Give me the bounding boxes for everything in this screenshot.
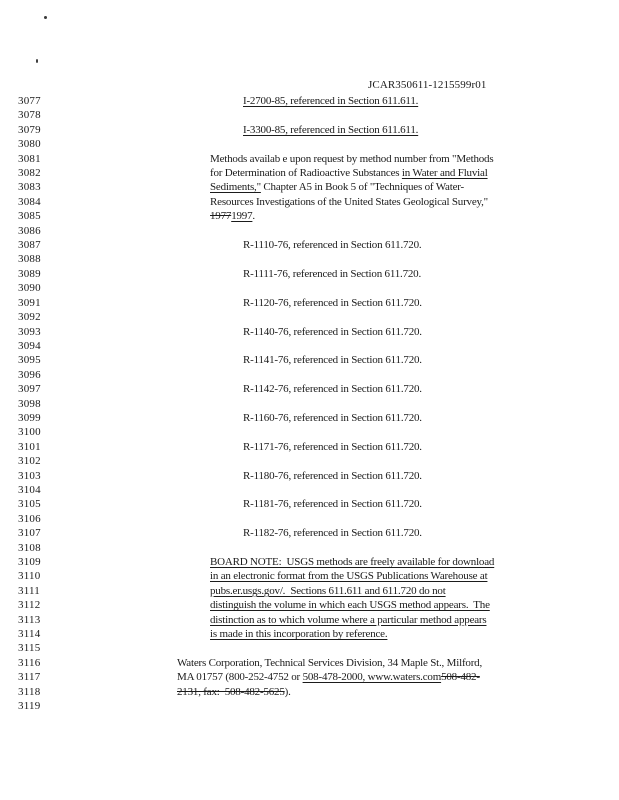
line-number: 3087 bbox=[18, 239, 41, 252]
line-number: 3111 bbox=[18, 584, 40, 597]
line-number: 3109 bbox=[18, 556, 41, 568]
line-number: 3101 bbox=[18, 440, 41, 453]
document-line bbox=[0, 238, 619, 252]
text-segment-plain: for Determination of Radioactive Substances bbox=[210, 167, 402, 180]
line-text bbox=[210, 584, 446, 598]
document-line bbox=[0, 94, 619, 108]
document-line bbox=[0, 497, 619, 511]
line-number: 3088 bbox=[18, 253, 41, 266]
document-line bbox=[0, 325, 619, 339]
document-line bbox=[0, 656, 619, 670]
text-segment-underline: in an electronic format from the USGS Publications Warehouse at bbox=[210, 570, 488, 583]
document-line bbox=[0, 555, 619, 569]
line-text bbox=[177, 656, 482, 670]
line-text bbox=[243, 296, 422, 310]
scan-artifact bbox=[44, 16, 47, 19]
line-number: 3118 bbox=[18, 685, 41, 698]
document-line bbox=[0, 310, 619, 324]
line-text bbox=[210, 152, 493, 166]
text-segment-plain: Resources Investigations of the United States Geological Survey," bbox=[210, 195, 488, 208]
text-segment-underline: Sediments," bbox=[210, 181, 261, 194]
document-line bbox=[0, 483, 619, 497]
text-segment-strike: 508-482- bbox=[441, 671, 480, 684]
line-text bbox=[210, 555, 494, 569]
text-segment-plain: R-1181-76, referenced in Section 611.720. bbox=[243, 498, 422, 511]
document-line bbox=[0, 699, 619, 713]
document-line bbox=[0, 541, 619, 555]
line-number: 3098 bbox=[18, 397, 41, 410]
document-line bbox=[0, 526, 619, 540]
line-text bbox=[243, 497, 422, 511]
line-number: 3107 bbox=[18, 527, 41, 540]
line-number: 3081 bbox=[18, 152, 41, 165]
document-line bbox=[0, 137, 619, 151]
text-segment-plain: R-1180-76, referenced in Section 611.720. bbox=[243, 469, 422, 482]
line-text bbox=[210, 180, 464, 194]
line-number: 3079 bbox=[18, 123, 41, 136]
text-segment-plain: R-1140-76, referenced in Section 611.720. bbox=[243, 325, 422, 338]
document-line bbox=[0, 339, 619, 353]
line-text bbox=[210, 209, 255, 223]
document-line bbox=[0, 440, 619, 454]
text-segment-underline: in Water and Fluvial bbox=[401, 167, 488, 180]
document-id-header: JCAR350611-1215599r01 bbox=[368, 79, 487, 91]
text-segment-plain: R-1110-76, referenced in Section 611.720. bbox=[243, 239, 422, 252]
text-segment-plain: Chapter A5 in Book 5 of "Techniques of Water- bbox=[260, 181, 464, 194]
line-text bbox=[243, 94, 418, 108]
line-text bbox=[210, 627, 387, 641]
line-text bbox=[243, 238, 421, 252]
text-segment-underline: distinguish the volume in which each USGS method appears. The bbox=[210, 599, 490, 612]
text-segment-plain: R-1182-76, referenced in Section 611.720. bbox=[243, 527, 422, 540]
line-number: 3091 bbox=[18, 296, 41, 309]
document-line bbox=[0, 382, 619, 396]
document-line bbox=[0, 368, 619, 382]
line-number: 3094 bbox=[18, 339, 41, 352]
document-line bbox=[0, 670, 619, 684]
document-line bbox=[0, 166, 619, 180]
document-line bbox=[0, 512, 619, 526]
document-line bbox=[0, 123, 619, 137]
text-segment-strike: 2131, fax: 508-482-5625 bbox=[177, 685, 285, 698]
line-text bbox=[210, 195, 488, 209]
text-segment-underline: I-3300-85, referenced in Section 611.611. bbox=[243, 123, 419, 136]
line-number: 3099 bbox=[18, 411, 41, 424]
document-line bbox=[0, 569, 619, 583]
document-line bbox=[0, 152, 619, 166]
line-number: 3082 bbox=[18, 167, 41, 180]
document-line bbox=[0, 411, 619, 425]
line-text bbox=[210, 598, 490, 612]
document-line bbox=[0, 224, 619, 238]
line-text bbox=[177, 670, 480, 684]
line-number: 3119 bbox=[18, 700, 41, 713]
line-number: 3086 bbox=[18, 224, 41, 237]
document-line bbox=[0, 627, 619, 641]
document-line bbox=[0, 469, 619, 483]
document-line bbox=[0, 296, 619, 310]
line-number: 3112 bbox=[18, 599, 41, 612]
text-segment-underline: 1997 bbox=[231, 210, 253, 223]
line-number: 3105 bbox=[18, 498, 41, 511]
line-number: 3093 bbox=[18, 325, 41, 338]
document-line bbox=[0, 180, 619, 194]
document-line bbox=[0, 267, 619, 281]
line-text bbox=[177, 685, 291, 699]
document-line bbox=[0, 598, 619, 612]
line-number: 3084 bbox=[18, 195, 41, 208]
line-text bbox=[243, 353, 422, 367]
line-number: 3085 bbox=[18, 210, 41, 223]
text-segment-plain: MA 01757 (800-252-4752 or bbox=[177, 671, 303, 684]
text-segment-plain: . bbox=[252, 210, 255, 223]
line-number: 3077 bbox=[18, 95, 41, 107]
document-lines bbox=[0, 94, 619, 713]
text-segment-plain: R-1160-76, referenced in Section 611.720. bbox=[243, 411, 422, 424]
document-line bbox=[0, 397, 619, 411]
document-line bbox=[0, 195, 619, 209]
text-segment-plain: Waters Corporation, Technical Services Division, 34 Maple St., Milford, bbox=[177, 656, 483, 669]
line-number: 3090 bbox=[18, 282, 41, 295]
line-number: 3113 bbox=[18, 613, 41, 626]
line-number: 3080 bbox=[18, 138, 41, 151]
scan-artifact bbox=[36, 59, 38, 63]
line-number: 3095 bbox=[18, 354, 41, 367]
line-number: 3115 bbox=[18, 642, 41, 655]
line-text bbox=[210, 569, 487, 583]
text-segment-underline: BOARD NOTE: USGS methods are freely available for download bbox=[210, 556, 495, 568]
line-number: 3116 bbox=[18, 656, 41, 669]
line-text bbox=[243, 325, 422, 339]
document-line bbox=[0, 685, 619, 699]
line-text bbox=[243, 411, 422, 425]
line-number: 3100 bbox=[18, 426, 41, 439]
text-segment-plain: Methods availab e upon request by method number from "Methods bbox=[210, 152, 494, 165]
document-line bbox=[0, 454, 619, 468]
line-text bbox=[243, 123, 418, 137]
line-number: 3104 bbox=[18, 483, 41, 496]
line-number: 3103 bbox=[18, 469, 41, 482]
line-text bbox=[210, 613, 486, 627]
line-text bbox=[243, 526, 422, 540]
text-segment-underline: pubs.er.usgs.gov/. Sections 611.611 and 611.720 do not bbox=[210, 584, 446, 597]
text-segment-underline: is made in this incorporation by reference. bbox=[210, 628, 388, 641]
text-segment-plain: R-1142-76, referenced in Section 611.720. bbox=[243, 383, 422, 396]
document-line bbox=[0, 425, 619, 439]
line-text bbox=[243, 440, 422, 454]
text-segment-underline: distinction as to which volume where a particular method appears bbox=[210, 613, 487, 626]
line-number: 3078 bbox=[18, 109, 41, 122]
text-segment-plain: R-1141-76, referenced in Section 611.720. bbox=[243, 354, 422, 367]
line-text bbox=[243, 382, 422, 396]
text-segment-underline: I-2700-85, referenced in Section 611.611. bbox=[243, 95, 419, 107]
document-line bbox=[0, 252, 619, 266]
document-line bbox=[0, 281, 619, 295]
text-segment-plain: R-1171-76, referenced in Section 611.720. bbox=[243, 440, 422, 453]
line-number: 3096 bbox=[18, 368, 41, 381]
line-number: 3083 bbox=[18, 181, 41, 194]
text-segment-plain: R-1120-76, referenced in Section 611.720. bbox=[243, 296, 422, 309]
line-number: 3102 bbox=[18, 455, 41, 468]
line-number: 3110 bbox=[18, 570, 41, 583]
line-number: 3089 bbox=[18, 267, 41, 280]
line-number: 3097 bbox=[18, 383, 41, 396]
document-line bbox=[0, 209, 619, 223]
text-segment-plain: R-1111-76, referenced in Section 611.720. bbox=[243, 267, 422, 280]
text-segment-plain: ). bbox=[284, 685, 291, 698]
line-number: 3106 bbox=[18, 512, 41, 525]
line-text bbox=[210, 166, 488, 180]
document-line bbox=[0, 584, 619, 598]
document-line bbox=[0, 108, 619, 122]
line-number: 3092 bbox=[18, 311, 41, 324]
document-line bbox=[0, 641, 619, 655]
line-text bbox=[243, 469, 422, 483]
text-segment-strike: 1977 bbox=[210, 210, 232, 223]
document-line bbox=[0, 613, 619, 627]
line-number: 3114 bbox=[18, 628, 41, 641]
line-text bbox=[243, 267, 421, 281]
line-number: 3108 bbox=[18, 541, 41, 554]
text-segment-underline: 508-478-2000, www.waters.com bbox=[302, 671, 442, 684]
document-line bbox=[0, 353, 619, 367]
line-number: 3117 bbox=[18, 671, 41, 684]
